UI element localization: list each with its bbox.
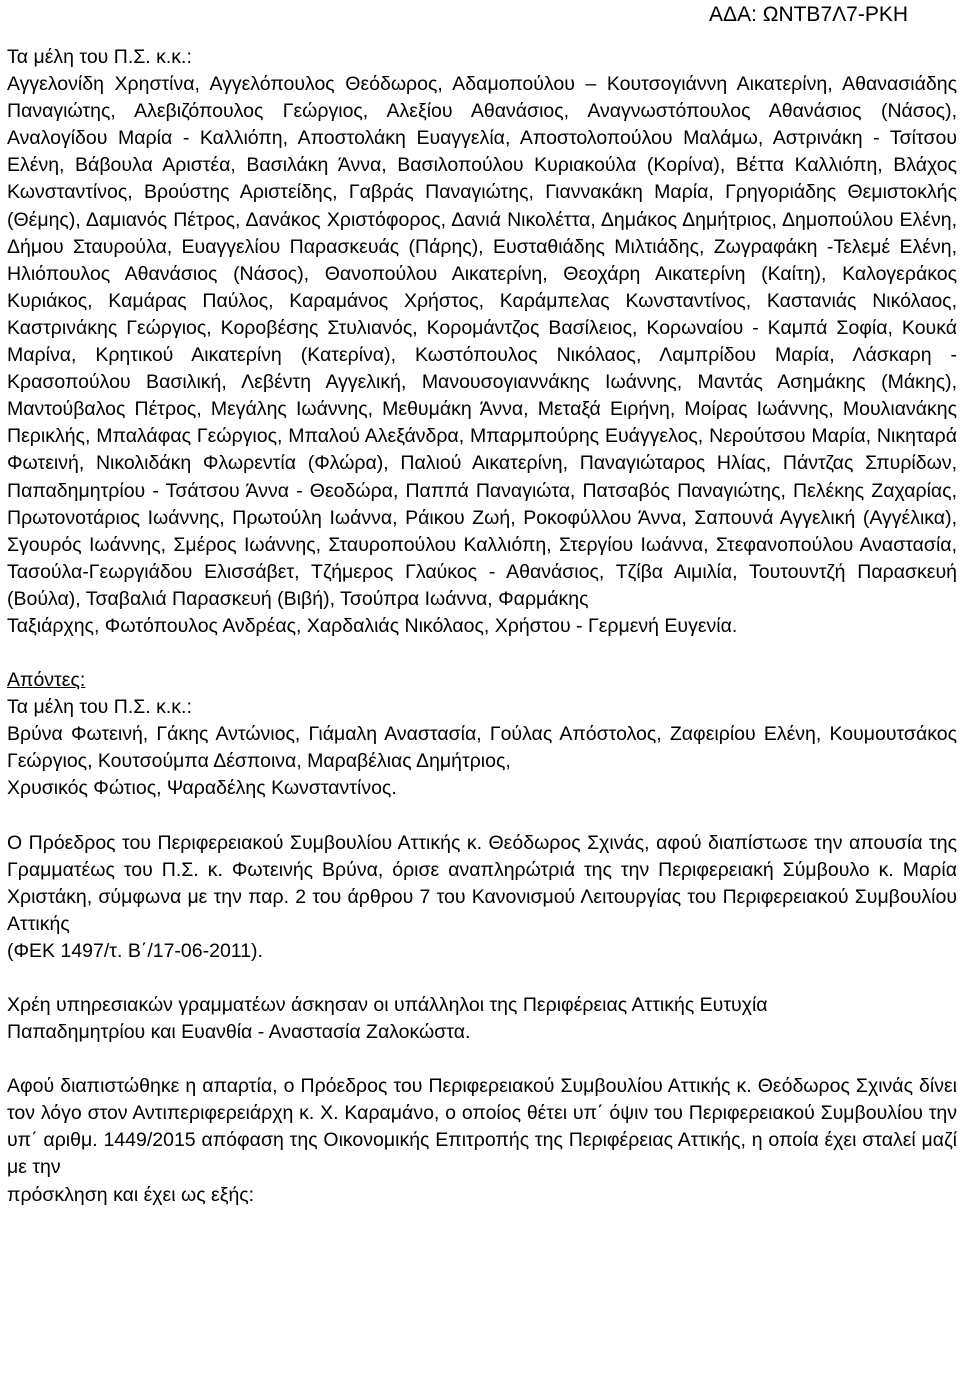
paragraph-service-secretaries-end: Παπαδημητρίου και Ευανθία - Αναστασία Ζαλοκώστα.: [7, 1021, 471, 1044]
present-members-list-end: Ταξιάρχης, Φωτόπουλος Ανδρέας, Χαρδαλιάς Νικόλαος, Χρήστου - Γερμενή Ευγενία.: [7, 614, 738, 637]
paragraph-secretary: Ο Πρόεδρος του Περιφερειακού Συμβουλίου Αττικής κ. Θεόδωρος Σχινάς, αφού διαπίστωσε την απουσία της Γραμματέως του Π.Σ. κ. Φωτεινής Βρύνα, όρισε αναπληρώτριά της την Περιφερειακή Σύμβουλο κ. Μαρία Χριστάκη, σύμφωνα με την παρ. 2 του άρθρου 7 του Κανονισμού Λειτουργίας του Περιφερειακού Συμβουλίου Αττικής: [7, 831, 957, 935]
absent-members-list: Βρύνα Φωτεινή, Γάκης Αντώνιος, Γιάμαλη Αναστασία, Γούλας Απόστολος, Ζαφειρίου Ελένη, Κουμουτσάκος Γεώργιος, Κουτσούμπα Δέσποινα, Μαραβέλιας Δημήτριος,: [7, 723, 957, 773]
present-members-heading: Τα μέλη του Π.Σ. κ.κ.:: [7, 46, 192, 68]
ada-code: ΑΔΑ: ΩΝΤΒ7Λ7-ΡΚΗ: [709, 3, 908, 26]
absent-members-heading: Τα μέλη του Π.Σ. κ.κ.:: [7, 696, 192, 719]
paragraph-secretary-end: (ΦΕΚ 1497/τ. Β΄/17-06-2011).: [7, 939, 263, 962]
absent-members-list-end: Χρυσικός Φώτιος, Ψαραδέλης Κωνσταντίνος.: [7, 777, 397, 800]
document-body: [7, 44, 957, 1209]
paragraph-service-secretaries: Χρέη υπηρεσιακών γραμματέων άσκησαν οι υπάλληλοι της Περιφέρειας Αττικής Ευτυχία: [7, 994, 768, 1016]
absent-heading: Απόντες:: [7, 669, 86, 692]
present-members-list: Αγγελονίδη Χρηστίνα, Αγγελόπουλος Θεόδωρος, Αδαμοπούλου – Κουτσογιάννη Αικατερίνη, Αθανασιάδης Παναγιώτης, Αλεβιζόπουλος Γεώργιος, Αλεξίου Αθανάσιος, Αναγνωστόπουλος Αθανάσιος (Νάσος), Αναλογίδου Μαρία - Καλλιόπη, Αποστολάκη Ευαγγελία, Αποστολοπούλου Μαλάμω, Αστρινάκη - Τσίτσου Ελένη, Βάβουλα Αριστέα, Βασιλάκη Άννα, Βασιλοπούλου Κυριακούλα (Κορίνα), Βέττα Καλλιόπη, Βλάχος Κωνσταντίνος, Βρούστης Αριστείδης, Γαβράς Παναγιώτης, Γιαννακάκη Μαρία, Γρηγοριάδης Θεμιστοκλής (Θέμης), Δαμιανός Πέτρος, Δανάκος Χριστόφορος, Δανιά Νικολέττα, Δημάκος Δημήτριος, Δημοπούλου Ελένη, Δήμου Σταυρούλα, Ευαγγελίου Παρασκευάς (Πάρης), Ευσταθιάδης Μιλτιάδης, Ζωγραφάκη -Τελεμέ Ελένη, Ηλιόπουλος Αθανάσιος (Νάσος), Θανοπούλου Αικατερίνη, Θεοχάρη Αικατερίνη (Καίτη), Καλογεράκος Κυριάκος, Καμάρας Παύλος, Καραμάνος Χρήστος, Καράμπελας Κωνσταντίνος, Καστανιάς Νικόλαος, Καστρινάκης Γεώργιος, Κοροβέσης Στυλιανός, Κορομάντζος Βασίλειος, Κορωναίου - Καμπά Σοφία, Κουκά Μαρίνα, Κρητικού Αικατερίνη (Κατερίνα), Κωστόπουλος Νικόλαος, Λαμπρίδου Μαρία, Λάσκαρη - Κρασοπούλου Βασιλική, Λεβέντη Αγγελική, Μανουσογιαννάκης Ιωάννης, Μαντάς Ασημάκης (Μάκης), Μαντούβαλος Πέτρος, Μεγάλης Ιωάννης, Μεθυμάκη Άννα, Μεταξά Ειρήνη, Μοίρας Ιωάννης, Μουλιανάκης Περικλής, Μπαλάφας Γεώργιος, Μπαλού Αλεξάνδρα, Μπαρμπούρης Ευάγγελος, Νερούτσου Μαρία, Νικηταρά Φωτεινή, Νικολιδάκη Φλωρεντία (Φλώρα), Παλιού Αικατερίνη, Παναγιώταρος Ηλίας, Πάντζας Σπυρίδων, Παπαδημητρίου - Τσάτσου Άννα - Θεοδώρα, Παππά Παναγιώτα, Πατσαβός Παναγιώτης, Πελέκης Ζαχαρίας, Πρωτονοτάριος Ιωάννης, Πρωτούλη Ιωάννα, Ράικου Ζωή, Ροκοφύλλου Άννα, Σαπουνά Αγγελική (Αγγέλικα), Σγουρός Ιωάννης, Σμέρος Ιωάννης, Σταυροπούλου Καλλιόπη, Στεργίου Ιωάννα, Στεφανοπούλου Αναστασία, Τασούλα-Γεωργιάδου Ελισσάβετ, Τζήμερος Γλαύκος - Αθανάσιος, Τζίβα Αιμιλία, Τουτουντζή Παρασκευή (Βούλα), Τσαβαλιά Παρασκευή (Βιβή), Τσούπρα Ιωάννα, Φαρμάκης: [7, 73, 957, 610]
paragraph-quorum-end: πρόσκληση και έχει ως εξής:: [7, 1183, 255, 1206]
paragraph-quorum: Αφού διαπιστώθηκε η απαρτία, ο Πρόεδρος του Περιφερειακού Συμβουλίου Αττικής κ. Θεόδωρος Σχινάς δίνει τον λόγο στον Αντιπεριφερειάρχη κ. Χ. Καραμάνο, ο οποίος θέτει υπ΄ όψιν του Περιφερειακού Συμβουλίου την υπ΄ αριθμ. 1449/2015 απόφαση της Οικονομικής Επιτροπής της Περιφέρειας Αττικής, η οποία έχει σταλεί μαζί με την: [7, 1075, 957, 1179]
